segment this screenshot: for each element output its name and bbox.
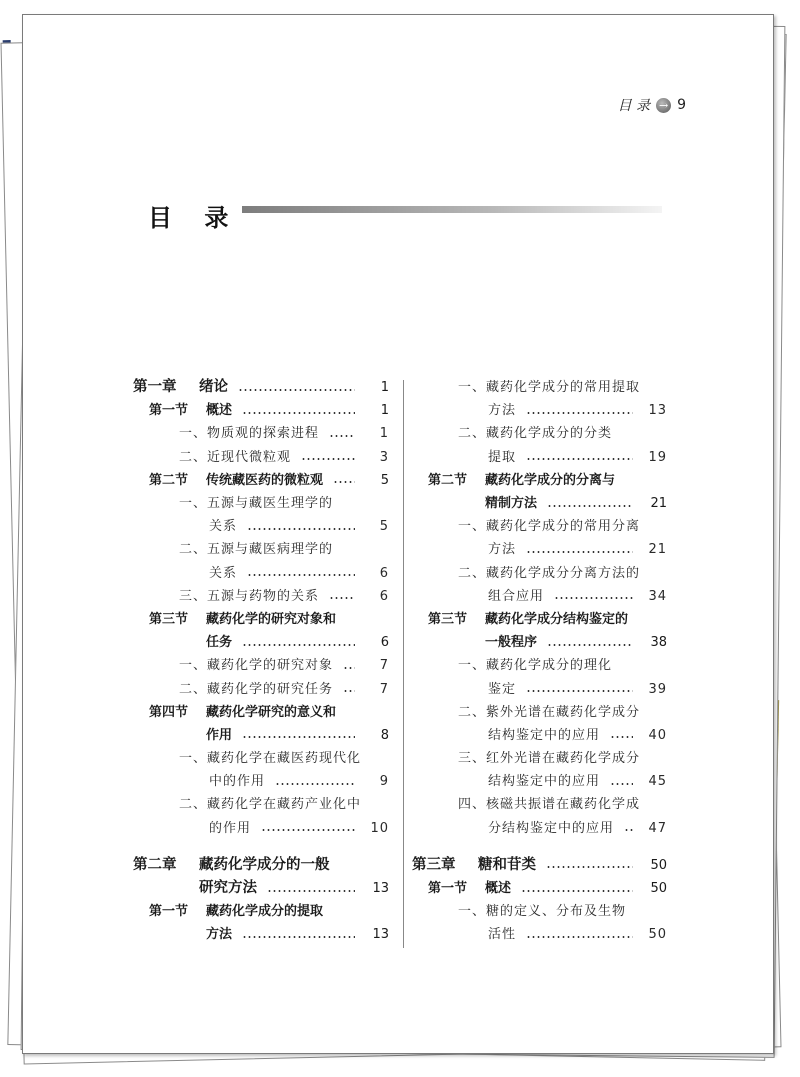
toc-entry-title: 一、物质观的探索进程 [179, 426, 320, 442]
toc-entry-title: 二、藏药化学的研究任务 [179, 681, 334, 697]
toc-entry-title: 关系 [209, 565, 238, 581]
toc-section-entry[interactable] [133, 469, 389, 492]
toc-item-entry[interactable] [412, 422, 667, 445]
leader-dots [526, 412, 633, 414]
toc-entry-title: 藏药化学的研究对象和 [206, 611, 337, 627]
toc-entry-title: 中的作用 [209, 774, 266, 790]
toc-chapter-entry[interactable] [133, 376, 389, 399]
toc-entry-title: 方法 [488, 542, 517, 558]
leader-dots [526, 690, 633, 692]
toc-page-number: 40 [648, 727, 667, 743]
toc-page-number: 6 [379, 565, 389, 581]
leader-dots [267, 890, 355, 892]
toc-entry-title: 二、近现代微粒观 [179, 449, 292, 465]
toc-entry-title: 提取 [488, 449, 517, 465]
leader-dots [329, 597, 355, 599]
toc-entry-title: 作用 [206, 727, 233, 743]
leader-dots [547, 505, 633, 507]
leader-dots [261, 829, 355, 831]
toc-entry-title: 方法 [206, 927, 233, 943]
toc-item-entry[interactable] [412, 562, 667, 585]
toc-item-entry[interactable] [412, 515, 667, 538]
leader-dots [242, 412, 355, 414]
toc-entry-title: 藏药化学成分的分离与 [485, 472, 616, 488]
leader-dots [610, 736, 633, 738]
toc-entry-title: 藏药化学成分的一般 [199, 857, 330, 874]
toc-entry-title: 二、藏药化学在藏药产业化中 [179, 797, 362, 813]
toc-item-entry-cont[interactable] [133, 562, 389, 585]
toc-chapter-entry-cont[interactable] [133, 877, 389, 900]
toc-entry-title: 三、红外光谱在藏药化学成分 [458, 751, 641, 767]
toc-item-entry[interactable] [133, 654, 389, 677]
leader-dots [343, 690, 355, 692]
toc-item-entry[interactable] [133, 585, 389, 608]
toc-page-number: 38 [650, 635, 667, 651]
toc-entry-number: 第二章 [133, 857, 177, 874]
leader-dots [526, 551, 633, 553]
leader-dots [242, 736, 355, 738]
toc-entry-title: 藏药化学研究的意义和 [206, 704, 337, 720]
toc-item-entry[interactable] [133, 538, 389, 561]
toc-section-entry-cont[interactable] [412, 631, 667, 654]
toc-entry-title: 一、藏药化学在藏医药现代化 [179, 751, 362, 767]
toc-entry-title: 一、藏药化学的研究对象 [179, 658, 334, 674]
running-header [618, 95, 686, 115]
toc-item-entry-cont[interactable] [412, 446, 667, 469]
toc-page-number: 8 [380, 727, 389, 743]
leader-dots [301, 458, 355, 460]
toc-entry-title: 精制方法 [485, 496, 538, 512]
toc-entry-number: 第一章 [133, 379, 177, 396]
title-gradient-bar [242, 206, 662, 213]
toc-page-number: 21 [648, 542, 667, 558]
toc-page-number: 3 [379, 449, 389, 465]
leader-dots [247, 574, 355, 576]
toc-entry-number: 第二节 [149, 472, 189, 488]
toc-section-entry[interactable] [133, 701, 389, 724]
toc-item-entry-cont[interactable] [133, 515, 389, 538]
toc-page-number: 13 [372, 881, 389, 897]
toc-item-entry-cont[interactable] [133, 770, 389, 793]
toc-entry-title: 概述 [485, 881, 512, 897]
toc-page-number: 9 [379, 774, 389, 790]
toc-page-number: 50 [650, 857, 667, 873]
toc-item-entry-cont[interactable] [412, 585, 667, 608]
toc-item-entry[interactable] [412, 900, 667, 923]
leader-dots [526, 936, 633, 938]
toc-item-entry[interactable] [412, 654, 667, 677]
leader-dots [238, 389, 355, 391]
leader-dots [546, 866, 633, 868]
leader-dots [275, 783, 355, 785]
toc-gap [412, 840, 667, 854]
running-title: 目 录 [617, 98, 651, 114]
toc-entry-title: 绪论 [199, 379, 228, 396]
toc-item-entry[interactable] [412, 793, 667, 816]
toc-page-number: 21 [650, 496, 667, 512]
leader-dots [624, 829, 633, 831]
toc-entry-number: 第三节 [149, 611, 189, 627]
toc-entry-number: 第四节 [149, 704, 189, 720]
toc-entry-title: 研究方法 [199, 880, 257, 897]
toc-entry-title: 概述 [206, 403, 233, 419]
toc-section-entry[interactable] [412, 877, 667, 900]
toc-entry-title: 组合应用 [488, 588, 545, 604]
toc-entry-title: 结构鉴定中的应用 [488, 774, 601, 790]
toc-entry-title: 一、五源与藏医生理学的 [179, 496, 334, 512]
toc-page-number: 34 [648, 588, 667, 604]
toc-page-number: 19 [648, 449, 667, 465]
toc-column-right [412, 376, 667, 947]
toc-item-entry[interactable] [412, 376, 667, 399]
toc-entry-title: 关系 [209, 519, 238, 535]
toc-item-entry-cont[interactable] [412, 399, 667, 422]
page-number: 9 [677, 97, 686, 113]
toc-item-entry[interactable] [133, 492, 389, 515]
toc-section-entry-cont[interactable] [133, 631, 389, 654]
toc-page-number: 7 [379, 681, 389, 697]
toc-entry-title: 鉴定 [488, 681, 517, 697]
toc-item-entry[interactable] [133, 446, 389, 469]
toc-page-number: 10 [370, 820, 389, 836]
toc-entry-title: 二、藏药化学成分的分类 [458, 426, 613, 442]
toc-entry-title: 一、糖的定义、分布及生物 [458, 904, 627, 920]
toc-page-number: 5 [380, 472, 389, 488]
toc-item-entry[interactable] [133, 422, 389, 445]
toc-entry-title: 的作用 [209, 820, 252, 836]
toc-entry-title: 分结构鉴定中的应用 [488, 820, 615, 836]
toc-page-number: 39 [648, 681, 667, 697]
toc-entry-number: 第三节 [428, 611, 468, 627]
toc-item-entry[interactable] [412, 747, 667, 770]
toc-item-entry-cont[interactable] [412, 817, 667, 840]
toc-page-number: 6 [380, 635, 389, 651]
toc-page-number: 13 [648, 403, 667, 419]
toc-entry-title: 一般程序 [485, 635, 538, 651]
toc-page-number: 50 [648, 927, 667, 943]
leader-dots [242, 936, 355, 938]
toc-column-left [133, 376, 389, 947]
toc-entry-title: 一、藏药化学成分的常用分离 [458, 519, 641, 535]
toc-section-entry[interactable] [133, 399, 389, 422]
toc-entry-title: 活性 [488, 927, 517, 943]
toc-entry-number: 第一节 [149, 904, 189, 920]
toc-section-entry[interactable] [412, 608, 667, 631]
leader-dots [343, 667, 355, 669]
toc-page-number: 6 [379, 588, 389, 604]
toc-entry-title: 一、藏药化学成分的理化 [458, 658, 613, 674]
toc-page-number: 5 [379, 519, 389, 535]
toc-item-entry-cont[interactable] [412, 923, 667, 946]
toc-entry-title: 藏药化学成分的提取 [206, 904, 324, 920]
toc-section-entry-cont[interactable] [133, 724, 389, 747]
leader-dots [554, 597, 633, 599]
toc-entry-number: 第一节 [428, 881, 468, 897]
toc-item-entry-cont[interactable] [412, 724, 667, 747]
toc-entry-number: 第三章 [412, 857, 456, 874]
leader-dots [521, 890, 633, 892]
toc-page-number: 7 [379, 658, 389, 674]
toc-section-entry[interactable] [133, 608, 389, 631]
toc-section-entry-cont[interactable] [412, 492, 667, 515]
toc-section-entry[interactable] [412, 469, 667, 492]
leader-dots [526, 458, 633, 460]
leader-dots [333, 481, 355, 483]
toc-page-number: 45 [648, 774, 667, 790]
toc-item-entry-cont[interactable] [412, 770, 667, 793]
column-divider [403, 380, 404, 948]
toc-entry-title: 四、核磁共振谱在藏药化学成 [458, 797, 641, 813]
toc-chapter-entry[interactable] [133, 854, 389, 877]
leader-dots [242, 644, 355, 646]
toc-item-entry-cont[interactable] [133, 817, 389, 840]
toc-entry-title: 传统藏医药的微粒观 [206, 472, 324, 488]
toc-item-entry[interactable] [133, 747, 389, 770]
toc-entry-number: 第二节 [428, 472, 468, 488]
toc-page-number: 47 [648, 820, 667, 836]
toc-entry-title: 藏药化学成分结构鉴定的 [485, 611, 629, 627]
toc-chapter-entry[interactable] [412, 854, 667, 877]
leader-dots [610, 783, 633, 785]
toc-item-entry[interactable] [133, 677, 389, 700]
toc-item-entry[interactable] [412, 701, 667, 724]
toc-item-entry-cont[interactable] [412, 677, 667, 700]
toc-entry-title: 结构鉴定中的应用 [488, 727, 601, 743]
arrow-right-icon: → [656, 98, 671, 113]
toc-page-number: 1 [380, 380, 389, 396]
toc-entry-number: 第一节 [149, 403, 189, 419]
toc-entry-title: 一、藏药化学成分的常用提取 [458, 380, 641, 396]
toc-section-entry-cont[interactable] [133, 923, 389, 946]
leader-dots [329, 435, 355, 437]
leader-dots [247, 528, 355, 530]
toc-entry-title: 三、五源与药物的关系 [179, 588, 320, 604]
leader-dots [547, 644, 633, 646]
toc-entry-title: 任务 [206, 635, 233, 651]
toc-title: 目 录 [148, 204, 241, 232]
toc-item-entry[interactable] [133, 793, 389, 816]
toc-page-number: 50 [650, 881, 667, 897]
toc-entry-title: 二、五源与藏医病理学的 [179, 542, 334, 558]
toc-gap [133, 840, 389, 854]
toc-item-entry-cont[interactable] [412, 538, 667, 561]
toc-entry-title: 二、紫外光谱在藏药化学成分 [458, 704, 641, 720]
toc-entry-title: 方法 [488, 403, 517, 419]
toc-entry-title: 糖和苷类 [478, 857, 536, 874]
toc-page-number: 13 [372, 927, 389, 943]
toc-entry-title: 二、藏药化学成分分离方法的 [458, 565, 641, 581]
toc-section-entry[interactable] [133, 900, 389, 923]
toc-page-number: 1 [380, 403, 389, 419]
toc-page-number: 1 [379, 426, 389, 442]
